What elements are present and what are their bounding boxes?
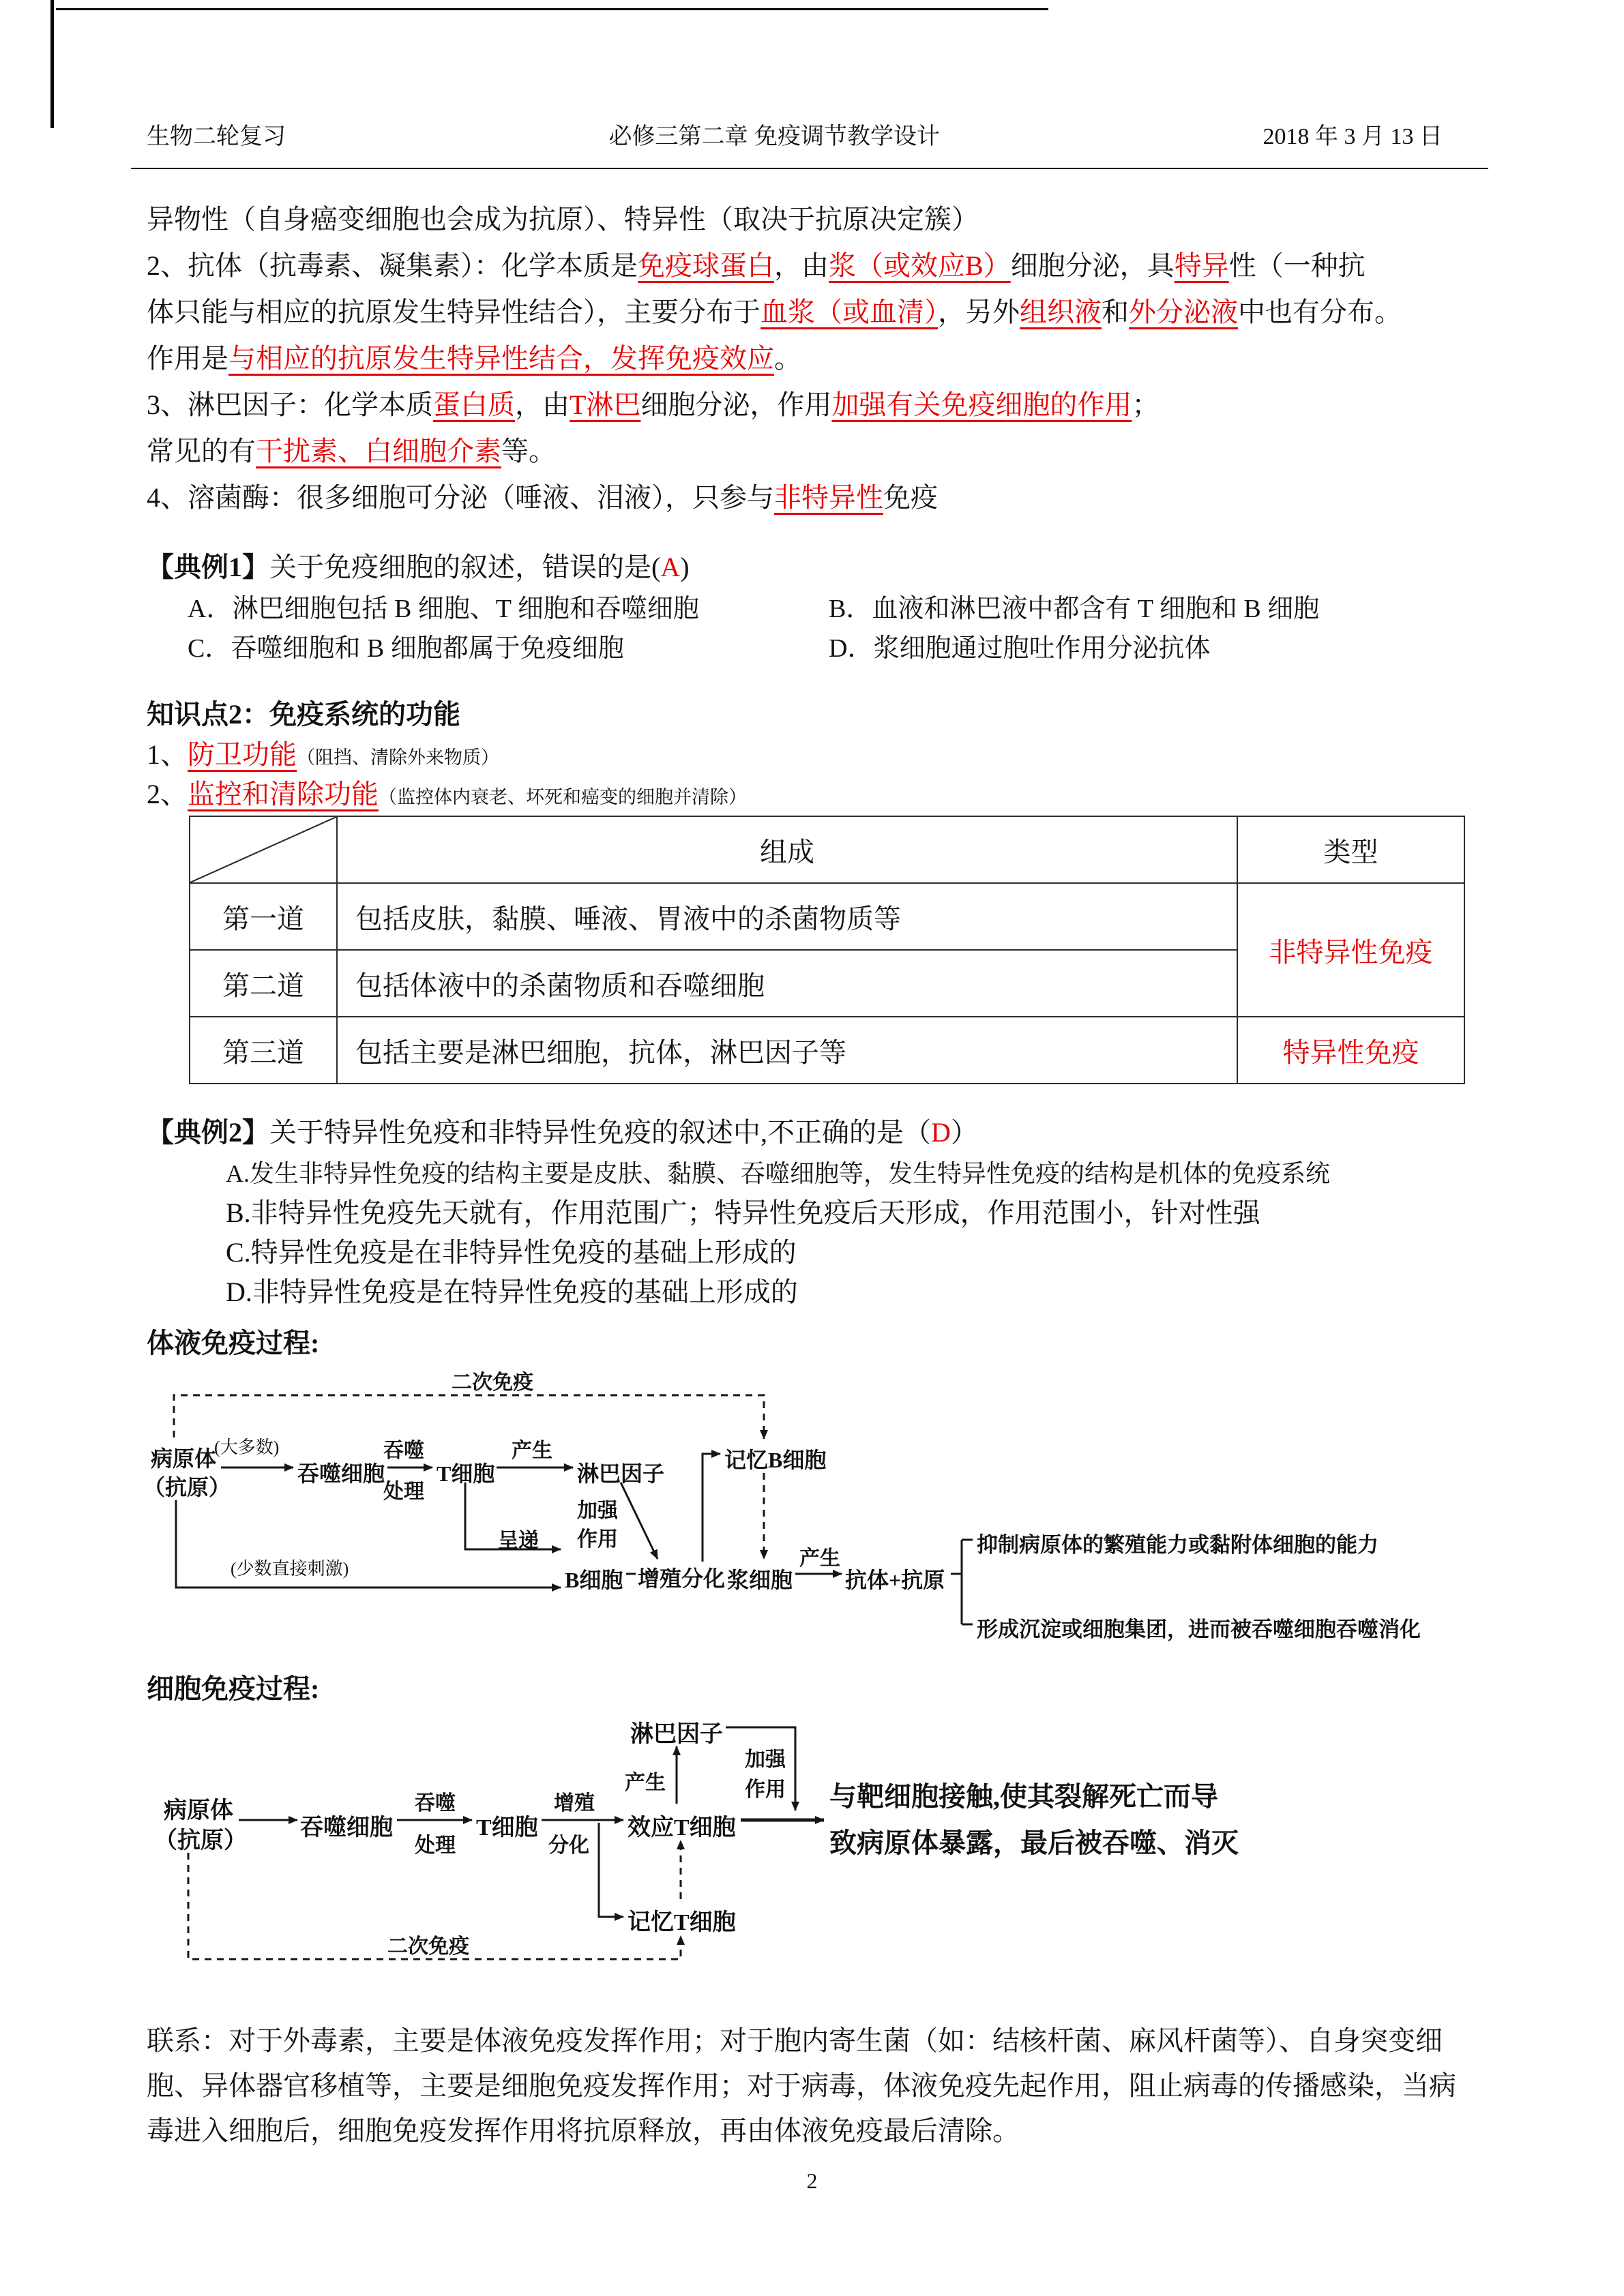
example-1-option-b: B．血液和淋巴液中都含有 T 细胞和 B 细胞	[829, 595, 1320, 623]
process-label: 处理	[383, 1480, 424, 1503]
cellular-diagram-arrows	[143, 1708, 1480, 1981]
node-b-cell: B细胞	[565, 1568, 623, 1592]
example-2-option-d: D.非特异性免疫是在特异性免疫的基础上形成的	[226, 1277, 798, 1307]
cell-line-2: 第二道	[190, 950, 337, 1017]
defense-lines-table	[189, 816, 1465, 1084]
cell-line-3: 第三道	[190, 1017, 337, 1084]
node-antigen: （抗原）	[143, 1475, 231, 1500]
effect-label: 作用	[577, 1528, 618, 1551]
table-row-first-line	[190, 883, 1464, 950]
table-header-row	[190, 816, 1464, 883]
example-1-options	[188, 589, 1463, 668]
humoral-diagram-arrows	[143, 1357, 1480, 1650]
note-line-6: 常见的有干扰素、白细胞介素等。	[147, 436, 556, 466]
process-label: 处理	[415, 1834, 456, 1857]
example-2-option-a: A.发生非特异性免疫的结构主要是皮肤、黏膜、吞噬细胞等，发生特异性免疫的结构是机体的免疫系统	[226, 1160, 1330, 1187]
header-rule	[131, 168, 1488, 169]
node-effector-t-cell: 效应T细胞	[628, 1815, 736, 1840]
cellular-immunity-diagram	[143, 1708, 1480, 1981]
summary-paragraph: 联系：对于外毒素，主要是体液免疫发挥作用；对于胞内寄生菌（如：结核杆菌、麻风杆菌等）、自身突变细胞、异体器官移植等，主要是细胞免疫发挥作用；对于病毒，体液免疫先起作用，阻止病毒的传播感染，当病毒进入细胞后，细胞免疫发挥作用将抗原释放，再由体液免疫最后清除。	[147, 2025, 1456, 2146]
minority-label: (少数直接刺激)	[231, 1559, 349, 1579]
engulf-label: 吞噬	[383, 1440, 424, 1462]
effect-label: 作用	[745, 1778, 786, 1801]
node-phagocyte: 吞噬细胞	[300, 1815, 393, 1840]
node-antigen: （抗原）	[154, 1828, 247, 1853]
target-cell-text-line2: 致病原体暴露，最后被吞噬、消灭	[829, 1828, 1239, 1858]
notes-section	[147, 196, 1463, 521]
scan-artifact-vertical	[50, 0, 54, 128]
node-t-cell: T细胞	[476, 1815, 538, 1840]
secondary-immunity-label: 二次免疫	[452, 1371, 533, 1394]
outcome-precipitate-label: 形成沉淀或细胞集团，进而被吞噬细胞吞噬消化	[977, 1617, 1421, 1641]
example-2-title: 【典例2】关于特异性免疫和非特异性免疫的叙述中,不正确的是（D）	[147, 1117, 978, 1148]
node-antibody-antigen: 抗体+抗原	[845, 1568, 945, 1592]
table-row-third-line	[190, 1017, 1464, 1084]
note-line-3: 体只能与相应的抗原发生特异性结合），主要分布于血浆（或血清），另外组织液和外分泌液中也有分布。	[147, 297, 1402, 327]
differentiate-label: 分化	[548, 1834, 589, 1857]
page-header	[147, 117, 1443, 151]
example-2	[147, 1112, 1483, 1312]
node-pathogen: 病原体	[151, 1446, 217, 1471]
cell-composition-3: 包括主要是淋巴细胞，抗体，淋巴因子等	[337, 1017, 1237, 1084]
node-plasma-cell: 浆细胞	[727, 1568, 793, 1592]
cellular-diagram-title: 细胞免疫过程:	[147, 1673, 320, 1704]
node-lymphokine: 淋巴因子	[630, 1722, 723, 1747]
node-phagocyte: 吞噬细胞	[297, 1461, 385, 1486]
cell-line-1: 第一道	[190, 883, 337, 950]
kp2-item-2-text: 2、监控和清除功能（监控体内衰老、坏死和癌变的细胞并清除）	[147, 779, 747, 809]
node-memory-b-cell: 记忆B细胞	[724, 1448, 827, 1472]
kp2-item-1-text: 1、防卫功能（阻挡、清除外来物质）	[147, 739, 499, 770]
present-label: 呈递	[498, 1530, 539, 1552]
knowledge-point-2-heading: 知识点2：免疫系统的功能	[147, 699, 460, 730]
example-2-option-c: C.特异性免疫是在非特异性免疫的基础上形成的	[226, 1237, 797, 1268]
note-line-2: 2、抗体（抗毒素、凝集素）：化学本质是免疫球蛋白，由浆（或效应B）细胞分泌，具特异性（一种抗	[147, 250, 1365, 281]
header-course: 生物二轮复习	[147, 123, 286, 149]
kp2-item-2	[147, 776, 747, 816]
proliferate-label: 增殖	[554, 1792, 595, 1815]
header-date: 2018 年 3 月 13 日	[1263, 124, 1443, 149]
produce-label: 产生	[625, 1772, 666, 1794]
strengthen-label: 加强	[745, 1748, 786, 1771]
page-number: 2	[806, 2168, 818, 2193]
strengthen-label: 加强	[577, 1500, 618, 1522]
node-t-cell: T细胞	[437, 1461, 495, 1486]
column-header-composition: 组成	[337, 816, 1237, 883]
note-line-4: 作用是与相应的抗原发生特异性结合，发挥免疫效应。	[147, 343, 801, 374]
column-header-type: 类型	[1237, 816, 1464, 883]
outcome-inhibit-label: 抑制病原体的繁殖能力或黏附体细胞的能力	[977, 1533, 1378, 1557]
produce-label-2: 产生	[799, 1547, 840, 1570]
example-1-option-d: D．浆细胞通过胞吐作用分泌抗体	[829, 634, 1211, 663]
target-cell-text-line1: 与靶细胞接触,使其裂解死亡而导	[829, 1781, 1218, 1812]
example-2-option-b: B.非特异性免疫先天就有，作用范围广；特异性免疫后天形成，作用范围小，针对性强	[226, 1197, 1260, 1228]
kp2-item-1	[147, 736, 499, 776]
example-1-title: 【典例1】关于免疫细胞的叙述，错误的是(A)	[147, 552, 690, 582]
cell-type-nonspecific: 非特异性免疫	[1237, 883, 1464, 1017]
scan-artifact-horizontal	[56, 8, 1048, 10]
cell-type-specific: 特异性免疫	[1237, 1017, 1464, 1084]
humoral-diagram-title: 体液免疫过程:	[147, 1328, 320, 1358]
note-line-7: 4、溶菌酶：很多细胞可分泌（唾液、泪液），只参与非特异性免疫	[147, 482, 938, 513]
secondary-immunity-label: 二次免疫	[387, 1935, 469, 1958]
node-lymphokine: 淋巴因子	[577, 1461, 665, 1486]
engulf-label: 吞噬	[415, 1792, 456, 1815]
example-1	[147, 546, 1463, 668]
proliferate-differentiate-label: 增殖分化	[636, 1562, 727, 1593]
table-corner-cell	[190, 816, 337, 883]
example-1-option-c: C．吞噬细胞和 B 细胞都属于免疫细胞	[188, 634, 624, 663]
header-title: 必修三第二章 免疫调节教学设计	[608, 123, 940, 149]
node-pathogen: 病原体	[164, 1798, 233, 1823]
cell-composition-2: 包括体液中的杀菌物质和吞噬细胞	[337, 950, 1237, 1017]
note-line-1: 异物性（自身癌变细胞也会成为抗原）、特异性（取决于抗原决定簇）	[147, 204, 979, 235]
produce-label-1: 产生	[512, 1440, 552, 1462]
example-1-option-a: A．淋巴细胞包括 B 细胞、T 细胞和吞噬细胞	[188, 595, 699, 623]
node-memory-t-cell: 记忆T细胞	[628, 1910, 736, 1935]
cell-composition-1: 包括皮肤，黏膜、唾液、胃液中的杀菌物质等	[337, 883, 1237, 950]
note-line-5: 3、淋巴因子：化学本质蛋白质，由T淋巴细胞分泌，作用加强有关免疫细胞的作用；	[147, 389, 1160, 420]
humoral-immunity-diagram	[143, 1357, 1480, 1650]
majority-label: (大多数)	[214, 1437, 280, 1457]
